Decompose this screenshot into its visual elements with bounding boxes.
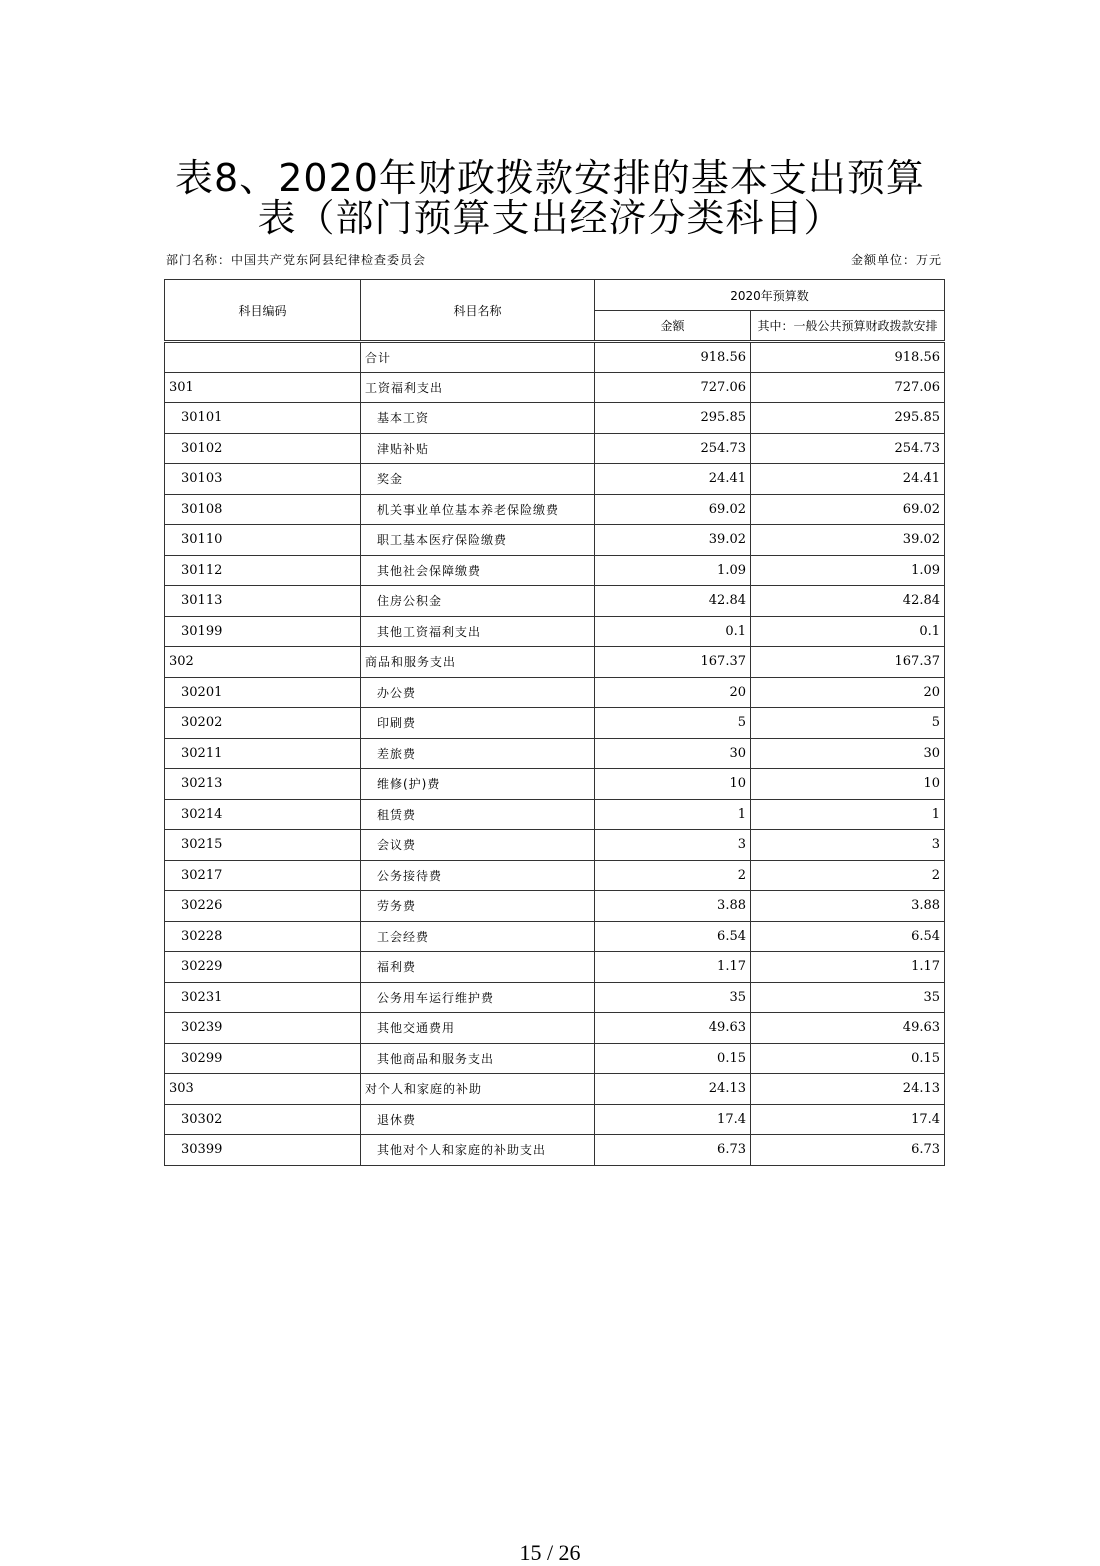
name-cell: 合计 (361, 342, 595, 373)
code-cell: 30214 (165, 799, 361, 830)
amount-cell: 167.37 (595, 647, 751, 678)
amount-cell: 1.09 (595, 555, 751, 586)
code-cell: 302 (165, 647, 361, 678)
code-cell: 30202 (165, 708, 361, 739)
table-row (165, 891, 945, 922)
title-line-2: 表（部门预算支出经济分类科目） (257, 196, 843, 240)
code-cell: 30102 (165, 433, 361, 464)
general-funding-cell: 1 (751, 799, 945, 830)
general-funding-cell: 5 (751, 708, 945, 739)
code-cell: 30213 (165, 769, 361, 800)
code-cell: 30215 (165, 830, 361, 861)
general-funding-cell: 3.88 (751, 891, 945, 922)
code-cell: 30231 (165, 982, 361, 1013)
table-row (165, 525, 945, 556)
name-cell: 奖金 (361, 464, 595, 495)
code-cell: 30112 (165, 555, 361, 586)
general-funding-cell: 254.73 (751, 433, 945, 464)
amount-cell: 1.17 (595, 952, 751, 983)
name-cell: 退休费 (361, 1104, 595, 1135)
header-name: 科目名称 (361, 280, 595, 342)
table-row (165, 586, 945, 617)
name-cell: 差旅费 (361, 738, 595, 769)
name-cell: 维修(护)费 (361, 769, 595, 800)
name-cell: 会议费 (361, 830, 595, 861)
code-cell: 30101 (165, 403, 361, 434)
name-cell: 机关事业单位基本养老保险缴费 (361, 494, 595, 525)
table-row (165, 799, 945, 830)
amount-cell: 20 (595, 677, 751, 708)
code-cell: 30299 (165, 1043, 361, 1074)
table-row (165, 555, 945, 586)
code-cell: 301 (165, 372, 361, 403)
amount-cell: 42.84 (595, 586, 751, 617)
unit-label: 金额单位：万元 (850, 253, 942, 267)
name-cell: 租赁费 (361, 799, 595, 830)
general-funding-cell: 20 (751, 677, 945, 708)
general-funding-cell: 24.41 (751, 464, 945, 495)
amount-cell: 24.13 (595, 1074, 751, 1105)
code-cell: 30226 (165, 891, 361, 922)
general-funding-cell: 2 (751, 860, 945, 891)
name-cell: 住房公积金 (361, 586, 595, 617)
amount-cell: 727.06 (595, 372, 751, 403)
general-funding-cell: 35 (751, 982, 945, 1013)
table-row (165, 1135, 945, 1166)
general-funding-cell: 295.85 (751, 403, 945, 434)
name-cell: 其他对个人和家庭的补助支出 (361, 1135, 595, 1166)
department-label: 部门名称：中国共产党东阿县纪律检查委员会 (166, 253, 427, 267)
header-amount: 金额 (595, 311, 751, 342)
header-general-public: 其中：一般公共预算财政拨款安排 (751, 311, 945, 342)
code-cell: 303 (165, 1074, 361, 1105)
amount-cell: 254.73 (595, 433, 751, 464)
table-body (165, 342, 945, 1166)
general-funding-cell: 30 (751, 738, 945, 769)
code-cell: 30103 (165, 464, 361, 495)
code-cell (165, 342, 361, 373)
table-row (165, 616, 945, 647)
code-cell: 30228 (165, 921, 361, 952)
table-row (165, 647, 945, 678)
amount-cell: 918.56 (595, 342, 751, 373)
general-funding-cell: 6.54 (751, 921, 945, 952)
code-cell: 30110 (165, 525, 361, 556)
general-funding-cell: 24.13 (751, 1074, 945, 1105)
table-row (165, 769, 945, 800)
amount-cell: 17.4 (595, 1104, 751, 1135)
amount-cell: 6.73 (595, 1135, 751, 1166)
table-row (165, 1104, 945, 1135)
name-cell: 公务接待费 (361, 860, 595, 891)
general-funding-cell: 918.56 (751, 342, 945, 373)
table-row (165, 952, 945, 983)
name-cell: 工会经费 (361, 921, 595, 952)
name-cell: 其他社会保障缴费 (361, 555, 595, 586)
name-cell: 对个人和家庭的补助 (361, 1074, 595, 1105)
code-cell: 30113 (165, 586, 361, 617)
table-row (165, 982, 945, 1013)
name-cell: 印刷费 (361, 708, 595, 739)
amount-cell: 24.41 (595, 464, 751, 495)
general-funding-cell: 39.02 (751, 525, 945, 556)
general-funding-cell: 727.06 (751, 372, 945, 403)
table-row (165, 738, 945, 769)
name-cell: 其他工资福利支出 (361, 616, 595, 647)
table-row (165, 708, 945, 739)
general-funding-cell: 1.09 (751, 555, 945, 586)
table-row (165, 342, 945, 373)
code-cell: 30201 (165, 677, 361, 708)
code-cell: 30229 (165, 952, 361, 983)
amount-cell: 5 (595, 708, 751, 739)
header-code: 科目编码 (165, 280, 361, 342)
amount-cell: 0.15 (595, 1043, 751, 1074)
general-funding-cell: 0.15 (751, 1043, 945, 1074)
table-row (165, 433, 945, 464)
name-cell: 基本工资 (361, 403, 595, 434)
code-cell: 30199 (165, 616, 361, 647)
title-line-1: 表8、2020年财政拨款安排的基本支出预算 (175, 156, 925, 200)
name-cell: 劳务费 (361, 891, 595, 922)
document-title (140, 158, 960, 238)
name-cell: 工资福利支出 (361, 372, 595, 403)
amount-cell: 2 (595, 860, 751, 891)
code-cell: 30217 (165, 860, 361, 891)
amount-cell: 39.02 (595, 525, 751, 556)
amount-cell: 6.54 (595, 921, 751, 952)
table-row (165, 830, 945, 861)
name-cell: 福利费 (361, 952, 595, 983)
code-cell: 30239 (165, 1013, 361, 1044)
amount-cell: 295.85 (595, 403, 751, 434)
amount-cell: 49.63 (595, 1013, 751, 1044)
table-row (165, 1043, 945, 1074)
name-cell: 其他交通费用 (361, 1013, 595, 1044)
amount-cell: 69.02 (595, 494, 751, 525)
general-funding-cell: 1.17 (751, 952, 945, 983)
general-funding-cell: 69.02 (751, 494, 945, 525)
table-row (165, 860, 945, 891)
table-row (165, 403, 945, 434)
general-funding-cell: 6.73 (751, 1135, 945, 1166)
general-funding-cell: 3 (751, 830, 945, 861)
general-funding-cell: 167.37 (751, 647, 945, 678)
table-row (165, 921, 945, 952)
name-cell: 办公费 (361, 677, 595, 708)
table-row (165, 494, 945, 525)
amount-cell: 30 (595, 738, 751, 769)
amount-cell: 3 (595, 830, 751, 861)
table-row (165, 1013, 945, 1044)
name-cell: 其他商品和服务支出 (361, 1043, 595, 1074)
general-funding-cell: 10 (751, 769, 945, 800)
amount-cell: 0.1 (595, 616, 751, 647)
table-row (165, 677, 945, 708)
budget-table (164, 279, 945, 1166)
code-cell: 30399 (165, 1135, 361, 1166)
page-number: 15 / 26 (519, 1540, 581, 1565)
name-cell: 商品和服务支出 (361, 647, 595, 678)
general-funding-cell: 0.1 (751, 616, 945, 647)
table-row (165, 464, 945, 495)
table-row (165, 1074, 945, 1105)
name-cell: 津贴补贴 (361, 433, 595, 464)
code-cell: 30302 (165, 1104, 361, 1135)
amount-cell: 35 (595, 982, 751, 1013)
table-row (165, 372, 945, 403)
code-cell: 30108 (165, 494, 361, 525)
name-cell: 公务用车运行维护费 (361, 982, 595, 1013)
general-funding-cell: 17.4 (751, 1104, 945, 1135)
header-budget-group: 2020年预算数 (595, 280, 945, 311)
general-funding-cell: 49.63 (751, 1013, 945, 1044)
code-cell: 30211 (165, 738, 361, 769)
amount-cell: 10 (595, 769, 751, 800)
amount-cell: 3.88 (595, 891, 751, 922)
amount-cell: 1 (595, 799, 751, 830)
general-funding-cell: 42.84 (751, 586, 945, 617)
name-cell: 职工基本医疗保险缴费 (361, 525, 595, 556)
